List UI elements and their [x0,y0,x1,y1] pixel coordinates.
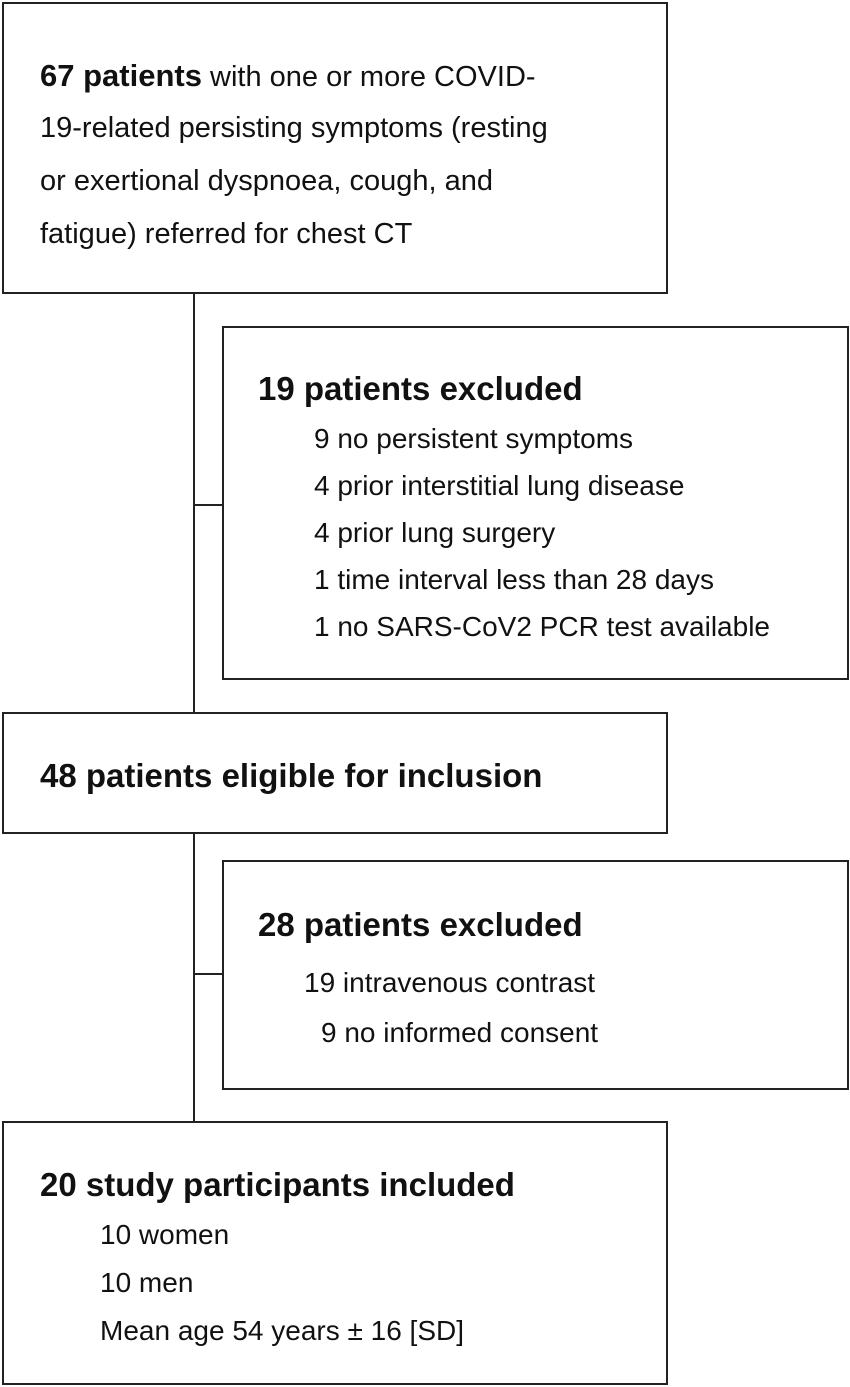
final-participants-box [2,1121,668,1385]
exclusion-2-branch [193,973,223,975]
final-participants-title: 20 study participants included [40,1166,515,1203]
exclusion-1-item: 9 no persistent symptoms [314,423,634,454]
initial-cohort-line-2: 19-related persisting symptoms (resting [40,112,548,144]
exclusion-2-box [222,860,849,1090]
exclusion-1-item: 4 prior lung surgery [314,517,556,548]
exclusion-1-title: 19 patients excluded [258,370,583,407]
initial-cohort-line-1 [40,56,536,97]
main-vertical-connector-1 [193,292,195,712]
initial-cohort-line-3: or exertional dyspnoea, cough, and [40,165,494,197]
exclusion-1-item: 1 time interval less than 28 days [314,564,714,595]
final-participants-item: 10 women [100,1219,230,1250]
exclusion-1-item: 1 no SARS-CoV2 PCR test available [314,611,770,642]
eligible-title: 48 patients eligible for inclusion [40,757,543,794]
exclusion-2-title: 28 patients excluded [258,906,583,943]
exclusion-1-branch [193,504,223,506]
exclusion-1-item: 4 prior interstitial lung disease [314,470,685,501]
main-vertical-connector-2 [193,832,195,1122]
exclusion-2-item: 19 intravenous contrast [304,967,596,998]
exclusion-1-box [222,326,849,680]
initial-cohort-text: with one or more COVID- [201,61,536,93]
exclusion-2-item: 9 no informed consent [321,1017,599,1048]
initial-cohort-count: 67 patients [40,58,202,93]
final-participants-item: Mean age 54 years ± 16 [SD] [100,1315,465,1346]
initial-cohort-line-4: fatigue) referred for chest CT [40,218,413,250]
eligible-box [2,712,668,834]
final-participants-item: 10 men [100,1267,194,1298]
initial-cohort-box [2,2,668,294]
